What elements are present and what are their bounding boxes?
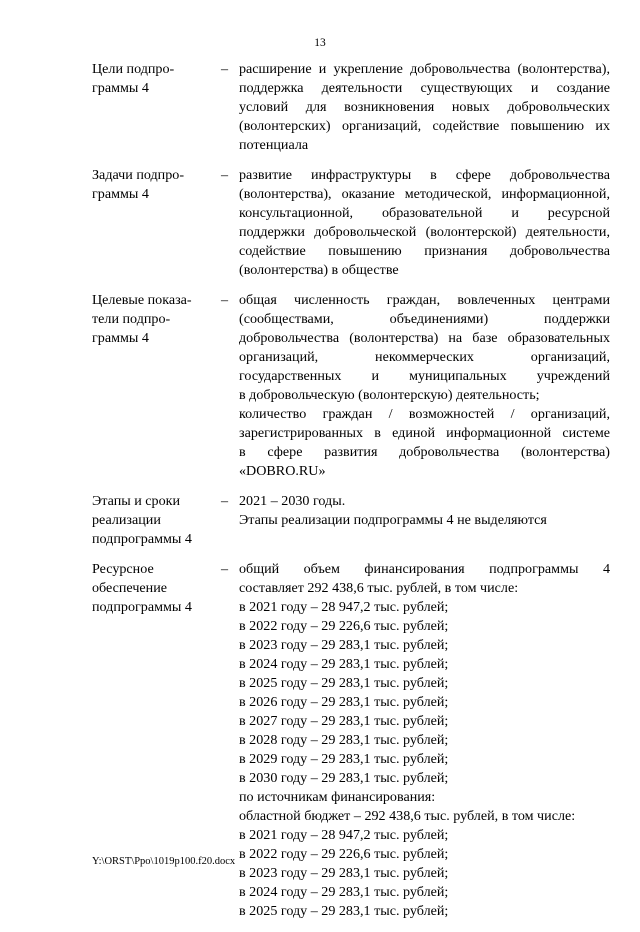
page-number: 13	[314, 37, 326, 49]
list-item: в 2024 году – 29 283,1 тыс. рублей;	[239, 656, 449, 672]
row-label: Целевые показа- тели подпро- граммы 4	[92, 292, 192, 346]
list-item: в 2025 году – 29 283,1 тыс. рублей;	[239, 675, 449, 691]
list-item: в 2022 году – 29 226,6 тыс. рублей;	[239, 618, 449, 634]
row-tasks	[92, 166, 610, 280]
row-label: Этапы и сроки реализации подпрограммы 4	[92, 493, 192, 547]
list-item: в 2027 году – 29 283,1 тыс. рублей;	[239, 713, 449, 729]
list-item: в 2024 году – 29 283,1 тыс. рублей;	[239, 884, 449, 900]
row-goals	[92, 60, 610, 155]
row-label: Ресурсное обеспечение подпрограммы 4	[92, 561, 192, 615]
row-stages	[92, 492, 610, 549]
row-dash: –	[221, 61, 229, 77]
row-content: общий объем финансирования подпрограммы 4 составляет 292 438,6 тыс. рублей, в том числе: в 2021 году – 28 947,2 тыс. рублей; в 2022 году – 29 226,6 тыс. рублей; в 2023 году – 29 283,1 тыс. рублей; в 2024 году – 29 283,1 тыс. рублей; в 2025 году – 29 283,1 тыс. рублей; в 2026 году – 29 283,1 тыс. рублей; в 2027 году – 29 283,1 тыс. рублей; в 2028 году – 29 283,1 тыс. рублей; в 2029 году – 29 283,1 тыс. рублей; в 2030 году – 29 283,1 тыс. рублей; по источникам финансирования: областной бюджет – 292 438,6 тыс. рублей, в том числе: в 2021 году – 28 947,2 тыс. рублей; в 2022 году – 29 226,6 тыс. рублей; в 2023 году – 29 283,1 тыс. рублей; в 2024 году – 29 283,1 тыс. рублей; в 2025 году – 29 283,1 тыс. рублей;	[239, 561, 610, 919]
row-content: развитие инфраструктуры в сфере добровольчества (волонтерства), оказание методической, информационной, консультационной, образовательной и ресурсной поддержки добровольческой (волонтерской) деятельности, содействие повышению признания добровольчества (волонтерства) в обществе	[239, 167, 610, 278]
list-item: в 2029 году – 29 283,1 тыс. рублей;	[239, 751, 449, 767]
row-dash: –	[221, 493, 229, 509]
file-path-footer: Y:\ORST\Ppo\1019p100.f20.docx	[92, 856, 236, 867]
list-item: в 2023 году – 29 283,1 тыс. рублей;	[239, 865, 449, 881]
row-indicators	[92, 291, 610, 481]
list-item: в 2030 году – 29 283,1 тыс. рублей;	[239, 770, 449, 786]
subprogram-passport	[92, 60, 610, 932]
list-item: в 2022 году – 29 226,6 тыс. рублей;	[239, 846, 449, 862]
row-label: Задачи подпро- граммы 4	[92, 167, 185, 202]
row-dash: –	[221, 167, 229, 183]
regional-by-year-list	[239, 826, 610, 921]
row-content: общая численность граждан, вовлеченных центрами (сообществами, объединениями) поддержки добровольчества (волонтерства) на базе образовательных организаций, некоммерческих организаций, государственных и муниципальных учреждений в добровольческую (волонтерскую) деятельность; количество граждан / возможностей / организаций, зарегистрированных в единой информационной системе в сфере развития добровольчества (волонтерства) «DOBRO.RU»	[239, 292, 610, 479]
row-dash: –	[221, 292, 229, 308]
row-content: 2021 – 2030 годы. Этапы реализации подпрограммы 4 не выделяются	[239, 493, 547, 528]
list-item: в 2026 году – 29 283,1 тыс. рублей;	[239, 694, 449, 710]
row-dash: –	[221, 561, 229, 577]
list-item: в 2023 году – 29 283,1 тыс. рублей;	[239, 637, 449, 653]
list-item: в 2021 году – 28 947,2 тыс. рублей;	[239, 599, 449, 615]
row-content: расширение и укрепление добровольчества (волонтерства), поддержка деятельности существующих и создание условий для возникновения новых добровольческих (волонтерских) организаций, содействие повышению их потенциала	[239, 61, 610, 153]
list-item: в 2028 году – 29 283,1 тыс. рублей;	[239, 732, 449, 748]
funding-by-year-list	[239, 598, 610, 788]
row-label: Цели подпро- граммы 4	[92, 61, 175, 96]
list-item: в 2021 году – 28 947,2 тыс. рублей;	[239, 827, 449, 843]
regional-budget: областной бюджет – 292 438,6 тыс. рублей, в том числе:	[239, 808, 576, 824]
list-item: в 2025 году – 29 283,1 тыс. рублей;	[239, 903, 449, 919]
sources-heading: по источникам финансирования:	[239, 789, 436, 805]
